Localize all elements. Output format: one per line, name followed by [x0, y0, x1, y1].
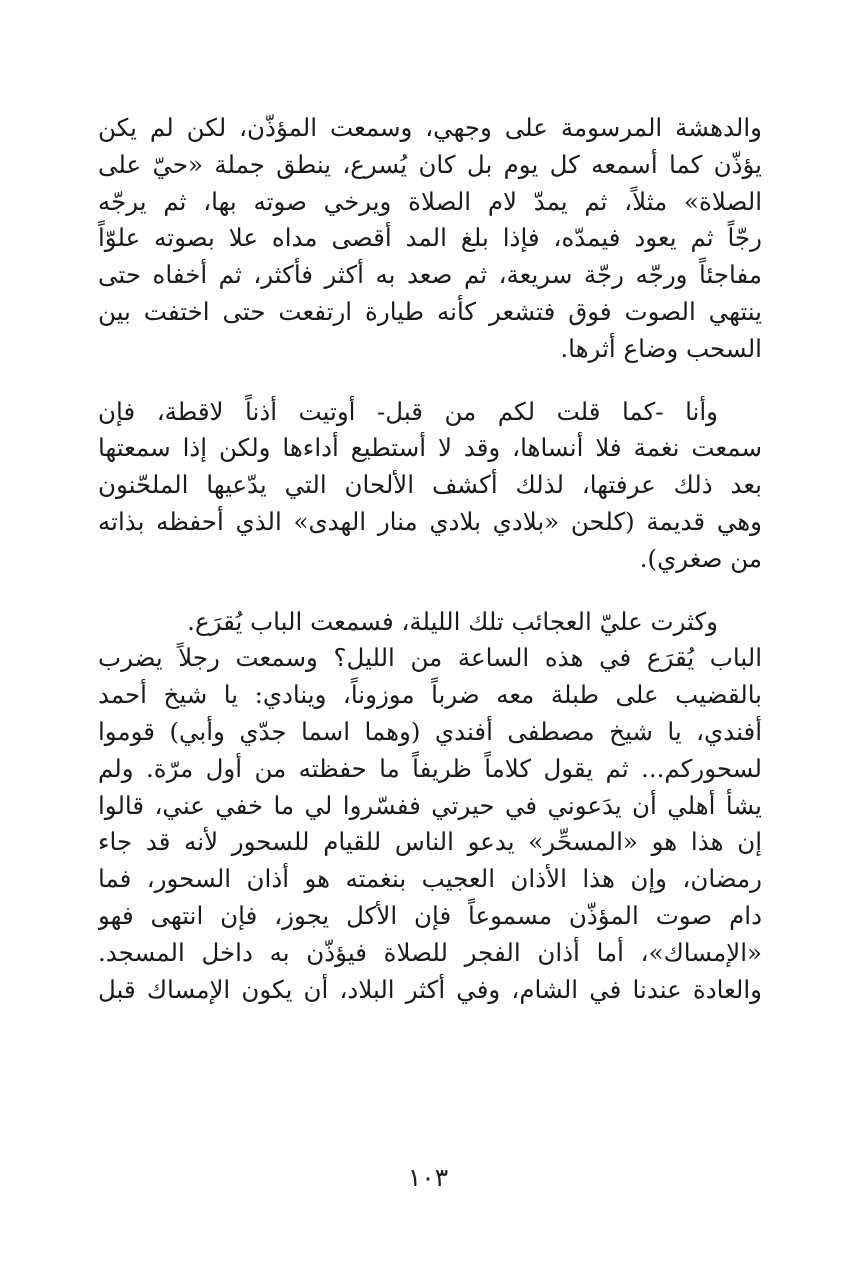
text-line: رمضان، وإن هذا الأذان العجيب بنغمته هو أذان السحور، فما: [98, 864, 762, 894]
paragraph-2: [98, 394, 762, 578]
text-line: وأنا -كما قلت لكم من قبل- أوتيت أذناً لاقطة، فإن: [98, 396, 718, 426]
text-line: لسحوركم... ثم يقول كلاماً ظريفاً ما حفظته من أول مرّة. ولم: [98, 753, 762, 783]
text-line: من صغري).: [639, 543, 762, 573]
text-line: «الإمساك»، أما أذان الفجر للصلاة فيؤذّن به داخل المسجد.: [98, 937, 762, 967]
text-line: رجّاً ثم يعود فيمدّه، فإذا بلغ المد أقصى مداه علا بصوته علوّاً: [98, 223, 762, 253]
page-number: ١٠٣: [407, 1163, 449, 1192]
text-line: وهي قديمة (كلحن «بلادي بلادي منار الهدى» الذي أحفظه بذاته: [98, 506, 762, 536]
text-line: والدهشة المرسومة على وجهي، وسمعت المؤذّن، لكن لم يكن: [98, 113, 762, 142]
text-line: الباب يُقرَع في هذه الساعة من الليل؟ وسمعت رجلاً يضرب: [98, 643, 762, 673]
text-line: بعد ذلك عرفتها، لذلك أكشف الألحان التي يدّعيها الملحّنون: [98, 470, 762, 500]
text-line: بالقضيب على طبلة معه ضرباً موزوناً، وينادي: يا شيخ أحمد: [98, 680, 762, 710]
text-line: يؤذّن كما أسمعه كل يوم بل كان يُسرع، ينطق جملة «حيّ على: [98, 149, 762, 179]
text-line: سمعت نغمة فلا أنساها، وقد لا أستطيع أداءها ولكن إذا سمعتها: [98, 433, 762, 463]
body-text: [98, 110, 762, 1034]
text-line: الصلاة» مثلاً، ثم يمدّ لام الصلاة ويرخي صوته بها، ثم يرجّه: [98, 186, 762, 216]
paragraph-1: [98, 110, 762, 368]
text-line: وكثرت عليّ العجائب تلك الليلة، فسمعت الباب يُقرَع.: [187, 606, 718, 636]
text-line: دام صوت المؤذّن مسموعاً فإن الأكل يجوز، فإن انتهى فهو: [98, 900, 762, 930]
text-line: ينتهي الصوت فوق فتشعر كأنه طيارة ارتفعت حتى اختفت بين: [98, 296, 762, 326]
text-line: مفاجئاً ورجّه رجّة سريعة، ثم صعد به أكثر فأكثر، ثم أخفاه حتى: [98, 260, 762, 290]
paragraph-3: [98, 604, 762, 1009]
text-line: إن هذا هو «المسحِّر» يدعو الناس للقيام للسحور لأنه قد جاء: [98, 827, 762, 857]
text-line: يشأ أهلي أن يدَعوني في حيرتي ففسّروا لي ما خفي عني، قالوا: [98, 790, 762, 820]
text-line: السحب وضاع أثرها.: [560, 333, 762, 363]
text-line: أفندي، يا شيخ مصطفى أفندي (وهما اسما جدّي وأبي) قوموا: [98, 716, 762, 746]
text-line: والعادة عندنا في الشام، وفي أكثر البلاد، أن يكون الإمساك قبل: [98, 974, 762, 1004]
